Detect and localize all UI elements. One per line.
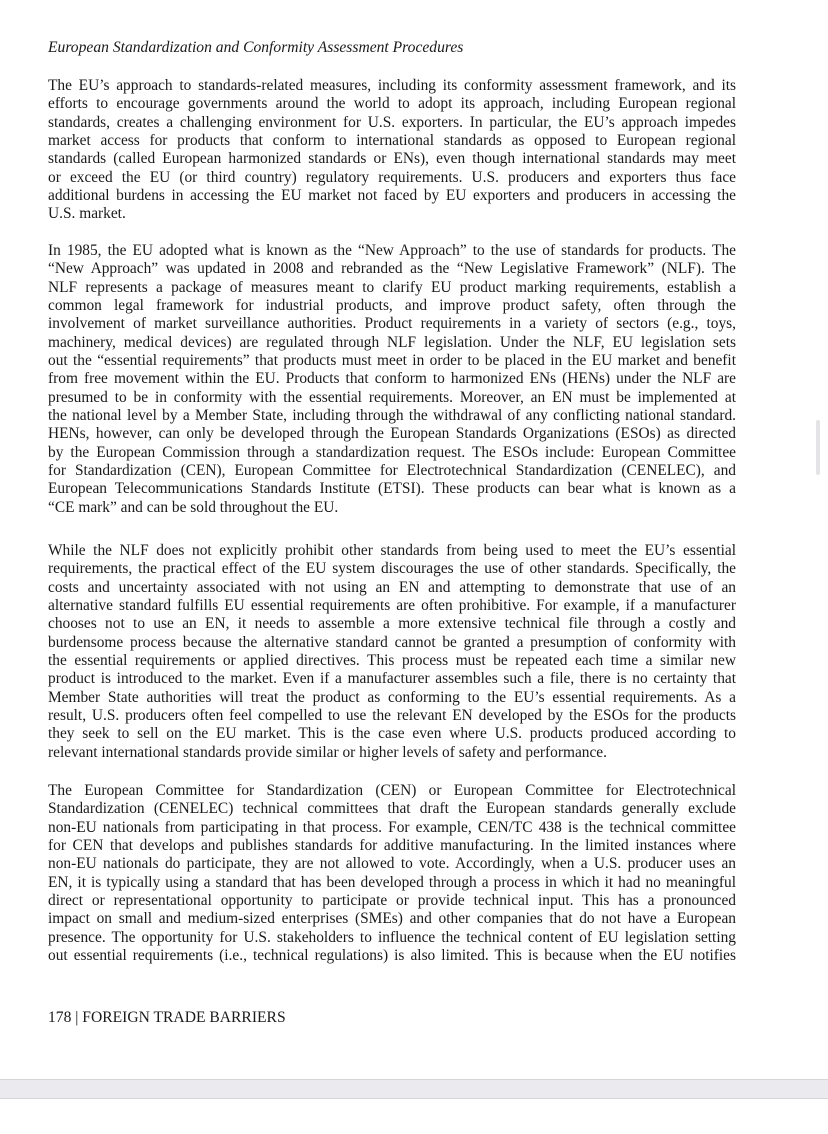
text-line: In 1985, the EU adopted what is known as the “New Approach” to the use of standards for products. The <box>48 242 736 259</box>
text-line: standards (called European harmonized standards or ENs), even though international standards may meet <box>48 150 736 168</box>
text-line: U.S. market. <box>48 205 126 223</box>
text-line: standards, creates a challenging environment for U.S. exporters. In particular, the EU’s approach impedes <box>48 113 736 131</box>
text-line: or exceed the EU (or third country) regulatory requirements. U.S. producers and exporters thus face <box>48 168 736 186</box>
text-line: The European Committee for Standardization (CEN) or European Committee for Electrotechnical <box>48 782 736 799</box>
text-line: they seek to sell on the EU market. This is the case even where U.S. products produced according to <box>48 725 736 743</box>
page-footer: 178 | FOREIGN TRADE BARRIERS <box>48 1009 286 1026</box>
text-line: European Telecommunications Standards Institute (ETSI). These products can bear what is known as a <box>48 480 736 498</box>
text-line: presence. The opportunity for U.S. stakeholders to influence the technical content of EU legislation setting <box>48 928 736 946</box>
text-line: by the European Commission through a standardization request. The ESOs include: European Committee <box>48 443 736 461</box>
text-line: alternative standard fulfills EU essential requirements are often prohibitive. For example, if a manufacturer <box>48 597 736 615</box>
text-line: out the “essential requirements” that products must meet in order to be placed in the EU market and benefit <box>48 352 736 370</box>
text-line: chooses not to use an EN, it needs to assemble a more extensive technical file through a costly and <box>48 615 736 633</box>
text-line: presumed to be in conformity with the essential requirements. Moreover, an EN must be implemented at <box>48 388 736 406</box>
text-line: non-EU nationals do participate, they are not allowed to vote. Accordingly, when a U.S. producer uses an <box>48 855 736 873</box>
text-line: out essential requirements (i.e., technical regulations) is also limited. This is because when the EU notifies <box>48 947 736 965</box>
text-line: Standardization (CENELEC) technical committees that draft the European standards generally exclude <box>48 800 736 818</box>
text-line: market access for products that conform to international standards as opposed to European regional <box>48 132 736 150</box>
text-line: The EU’s approach to standards-related measures, including its conformity assessment framework, and its <box>48 77 736 94</box>
page-separator <box>0 1079 828 1099</box>
text-line: result, U.S. producers often feel compelled to use the relevant EN developed by the ESOs for the products <box>48 707 736 725</box>
text-line: involvement of market surveillance authorities. Product requirements in a variety of sectors (e.g., toys, <box>48 315 736 333</box>
text-line: the national level by a Member State, including through the withdrawal of any conflicting national standard. <box>48 407 736 425</box>
text-line: machinery, medical devices) are regulated through NLF legislation. Under the NLF, EU legislation sets <box>48 333 736 351</box>
section-heading: European Standardization and Conformity Assessment Procedures <box>48 39 464 56</box>
paragraph <box>48 242 736 517</box>
scrollbar[interactable] <box>816 420 820 475</box>
text-line: requirements, the practical effect of the EU system discourages the use of other standards. Specifically, the <box>48 560 736 578</box>
paragraph <box>48 782 736 965</box>
text-line: EN, it is typically using a standard that has been developed through a process in which it had no meaningful <box>48 873 736 891</box>
text-line: for Standardization (CEN), European Committee for Electrotechnical Standardization (CENELEC), and <box>48 462 736 480</box>
text-line: for CEN that develops and publishes standards for additive manufacturing. In the limited instances where <box>48 837 736 855</box>
text-line: from free movement within the EU. Products that conform to harmonized ENs (HENs) under the NLF are <box>48 370 736 388</box>
text-line: “New Approach” was updated in 2008 and rebranded as the “New Legislative Framework” (NLF). The <box>48 260 736 278</box>
text-line: relevant international standards provide similar or higher levels of safety and performance. <box>48 743 607 761</box>
text-line: burdensome process because the alternative standard cannot be granted a presumption of conformity with <box>48 633 736 651</box>
text-line: non-EU nationals from participating in that process. For example, CEN/TC 438 is the technical committee <box>48 818 736 836</box>
text-line: impact on small and medium-sized enterprises (SMEs) and other companies that do not have a European <box>48 910 736 928</box>
text-line: While the NLF does not explicitly prohibit other standards from being used to meet the EU’s essential <box>48 542 736 559</box>
text-line: product is introduced to the market. Even if a manufacturer assembles such a file, there is no certainty that <box>48 670 736 688</box>
paragraph <box>48 77 736 224</box>
text-line: direct or representational opportunity to participate or provide technical input. This has a pronounced <box>48 892 736 910</box>
text-line: Member State authorities will treat the product as conforming to the EU’s essential requirements. As a <box>48 688 736 706</box>
text-line: common legal framework for industrial products, and improve product safety, often through the <box>48 297 736 315</box>
text-line: efforts to encourage governments around the world to adopt its approach, including European regional <box>48 95 736 113</box>
text-line: additional burdens in accessing the EU market not faced by EU exporters and producers in accessing the <box>48 187 736 205</box>
text-line: the essential requirements or applied directives. This process must be repeated each time a similar new <box>48 652 736 670</box>
text-line: “CE mark” and can be sold throughout the EU. <box>48 498 339 516</box>
text-line: HENs, however, can only be developed through the European Standards Organizations (ESOs) as directed <box>48 425 736 443</box>
paragraph <box>48 542 736 762</box>
text-line: costs and uncertainty associated with not using an EN and attempting to demonstrate that use of an <box>48 578 736 596</box>
text-line: NLF represents a package of measures meant to clarify EU product marking requirements, establish a <box>48 278 736 296</box>
